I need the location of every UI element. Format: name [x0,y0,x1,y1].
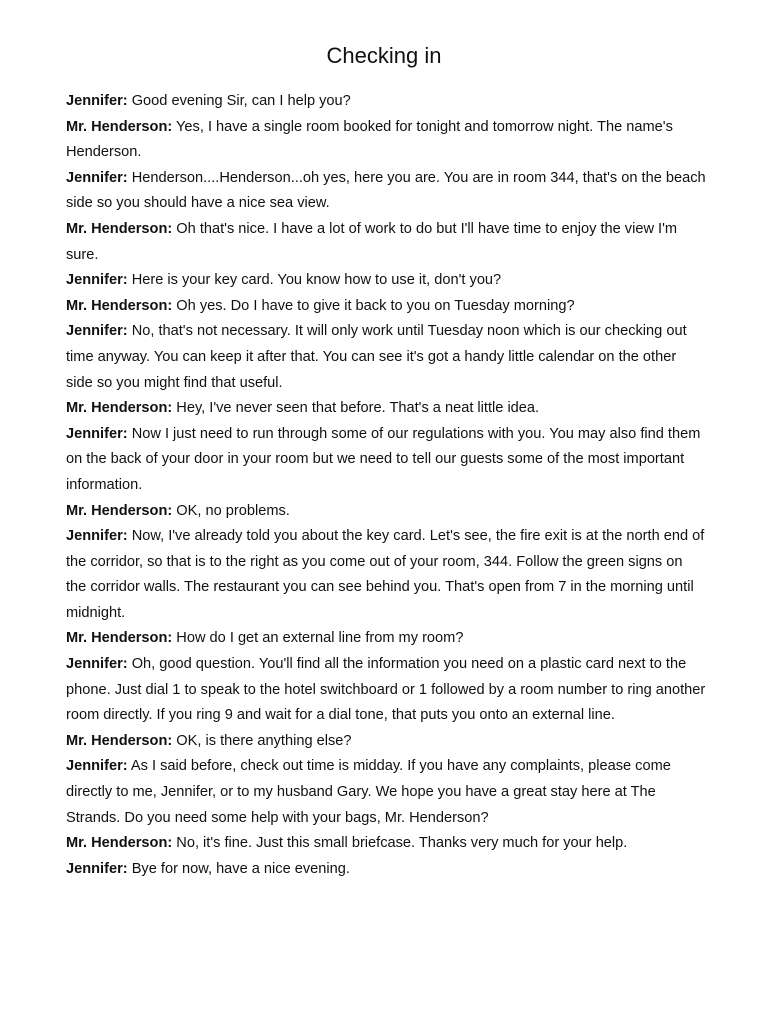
page-title: Checking in [326,43,442,68]
speaker-name: Jennifer: [66,93,128,109]
dialogue-text: Oh, good question. You'll find all the information you need on a plastic card next to the phone. Just dial 1 to speak to the hotel switchboard or 1 followed by a room number to ring another room directly. If you ring 9 and wait for a dial tone, that puts you onto an external line. [66,656,706,724]
dialogue-text: Henderson....Henderson...oh yes, here you are. You are in room 344, that's on the beach side so you should have a nice sea view. [66,169,706,212]
dialogue-text: Yes, I have a single room booked for tonight and tomorrow night. The name's Henderson. [66,118,673,161]
speaker-name: Jennifer: [66,860,128,877]
dialogue-line [66,115,706,166]
speaker-name: Jennifer: [66,425,128,442]
dialogue-body [66,89,706,882]
dialogue-text: Oh that's nice. I have a lot of work to do but I'll have time to enjoy the view I'm sure. [66,220,678,263]
dialogue-text: Now I just need to run through some of our regulations with you. You may also find them on the back of your door in your room but we need to tell our guests some of the most important information. [66,425,701,493]
dialogue-line [66,857,706,883]
dialogue-text: How do I get an external line from my room? [176,630,464,647]
speaker-name: Mr. Henderson: [66,835,173,852]
dialogue-line [66,166,706,217]
speaker-name: Jennifer: [66,272,128,289]
dialogue-line [66,754,706,831]
dialogue-line [66,524,706,626]
dialogue-line [66,831,706,857]
speaker-name: Jennifer: [66,758,128,775]
dialogue-line [66,89,706,115]
dialogue-text: Good evening Sir, can I help you? [131,93,351,109]
dialogue-line [66,396,706,422]
dialogue-line [66,294,706,320]
dialogue-text: Hey, I've never seen that before. That's a neat little idea. [176,400,540,417]
dialogue-text: No, that's not necessary. It will only work until Tuesday noon which is our checking out time anyway. You can keep it after that. You can see it's got a handy little calendar on the other side so you might find that useful. [66,323,687,391]
speaker-name: Mr. Henderson: [66,297,173,314]
speaker-name: Mr. Henderson: [66,630,173,647]
dialogue-line [66,499,706,525]
speaker-name: Jennifer: [66,323,128,340]
dialogue-text: As I said before, check out time is midday. If you have any complaints, please come directly to me, Jennifer, or to my husband Gary. We hope you have a great stay here at The Strands. Do you need some help with your bags, Mr. Henderson? [66,758,671,826]
dialogue-line [66,319,706,396]
dialogue-text: OK, is there anything else? [176,732,352,749]
speaker-name: Mr. Henderson: [66,220,173,237]
speaker-name: Jennifer: [66,169,128,186]
dialogue-text: Here is your key card. You know how to use it, don't you? [131,272,502,289]
dialogue-text: OK, no problems. [176,502,290,519]
dialogue-text: Now, I've already told you about the key card. Let's see, the fire exit is at the north end of the corridor, so that is to the right as you come out of your room, 344. Follow the green signs on the corridor walls. The restaurant you can see behind you. That's open from 7 in the morning until midnight. [66,528,705,621]
dialogue-line [66,217,706,268]
dialogue-text: Oh yes. Do I have to give it back to you on Tuesday morning? [176,297,575,314]
dialogue-line [66,729,706,755]
speaker-name: Jennifer: [66,656,128,673]
dialogue-line [66,422,706,499]
dialogue-line [66,652,706,729]
speaker-name: Jennifer: [66,528,128,545]
dialogue-line [66,268,706,294]
speaker-name: Mr. Henderson: [66,400,173,417]
dialogue-line [66,626,706,652]
dialogue-text: Bye for now, have a nice evening. [131,860,350,877]
speaker-name: Mr. Henderson: [66,732,173,749]
speaker-name: Mr. Henderson: [66,118,173,135]
dialogue-text: No, it's fine. Just this small briefcase. Thanks very much for your help. [176,835,628,852]
speaker-name: Mr. Henderson: [66,502,173,519]
